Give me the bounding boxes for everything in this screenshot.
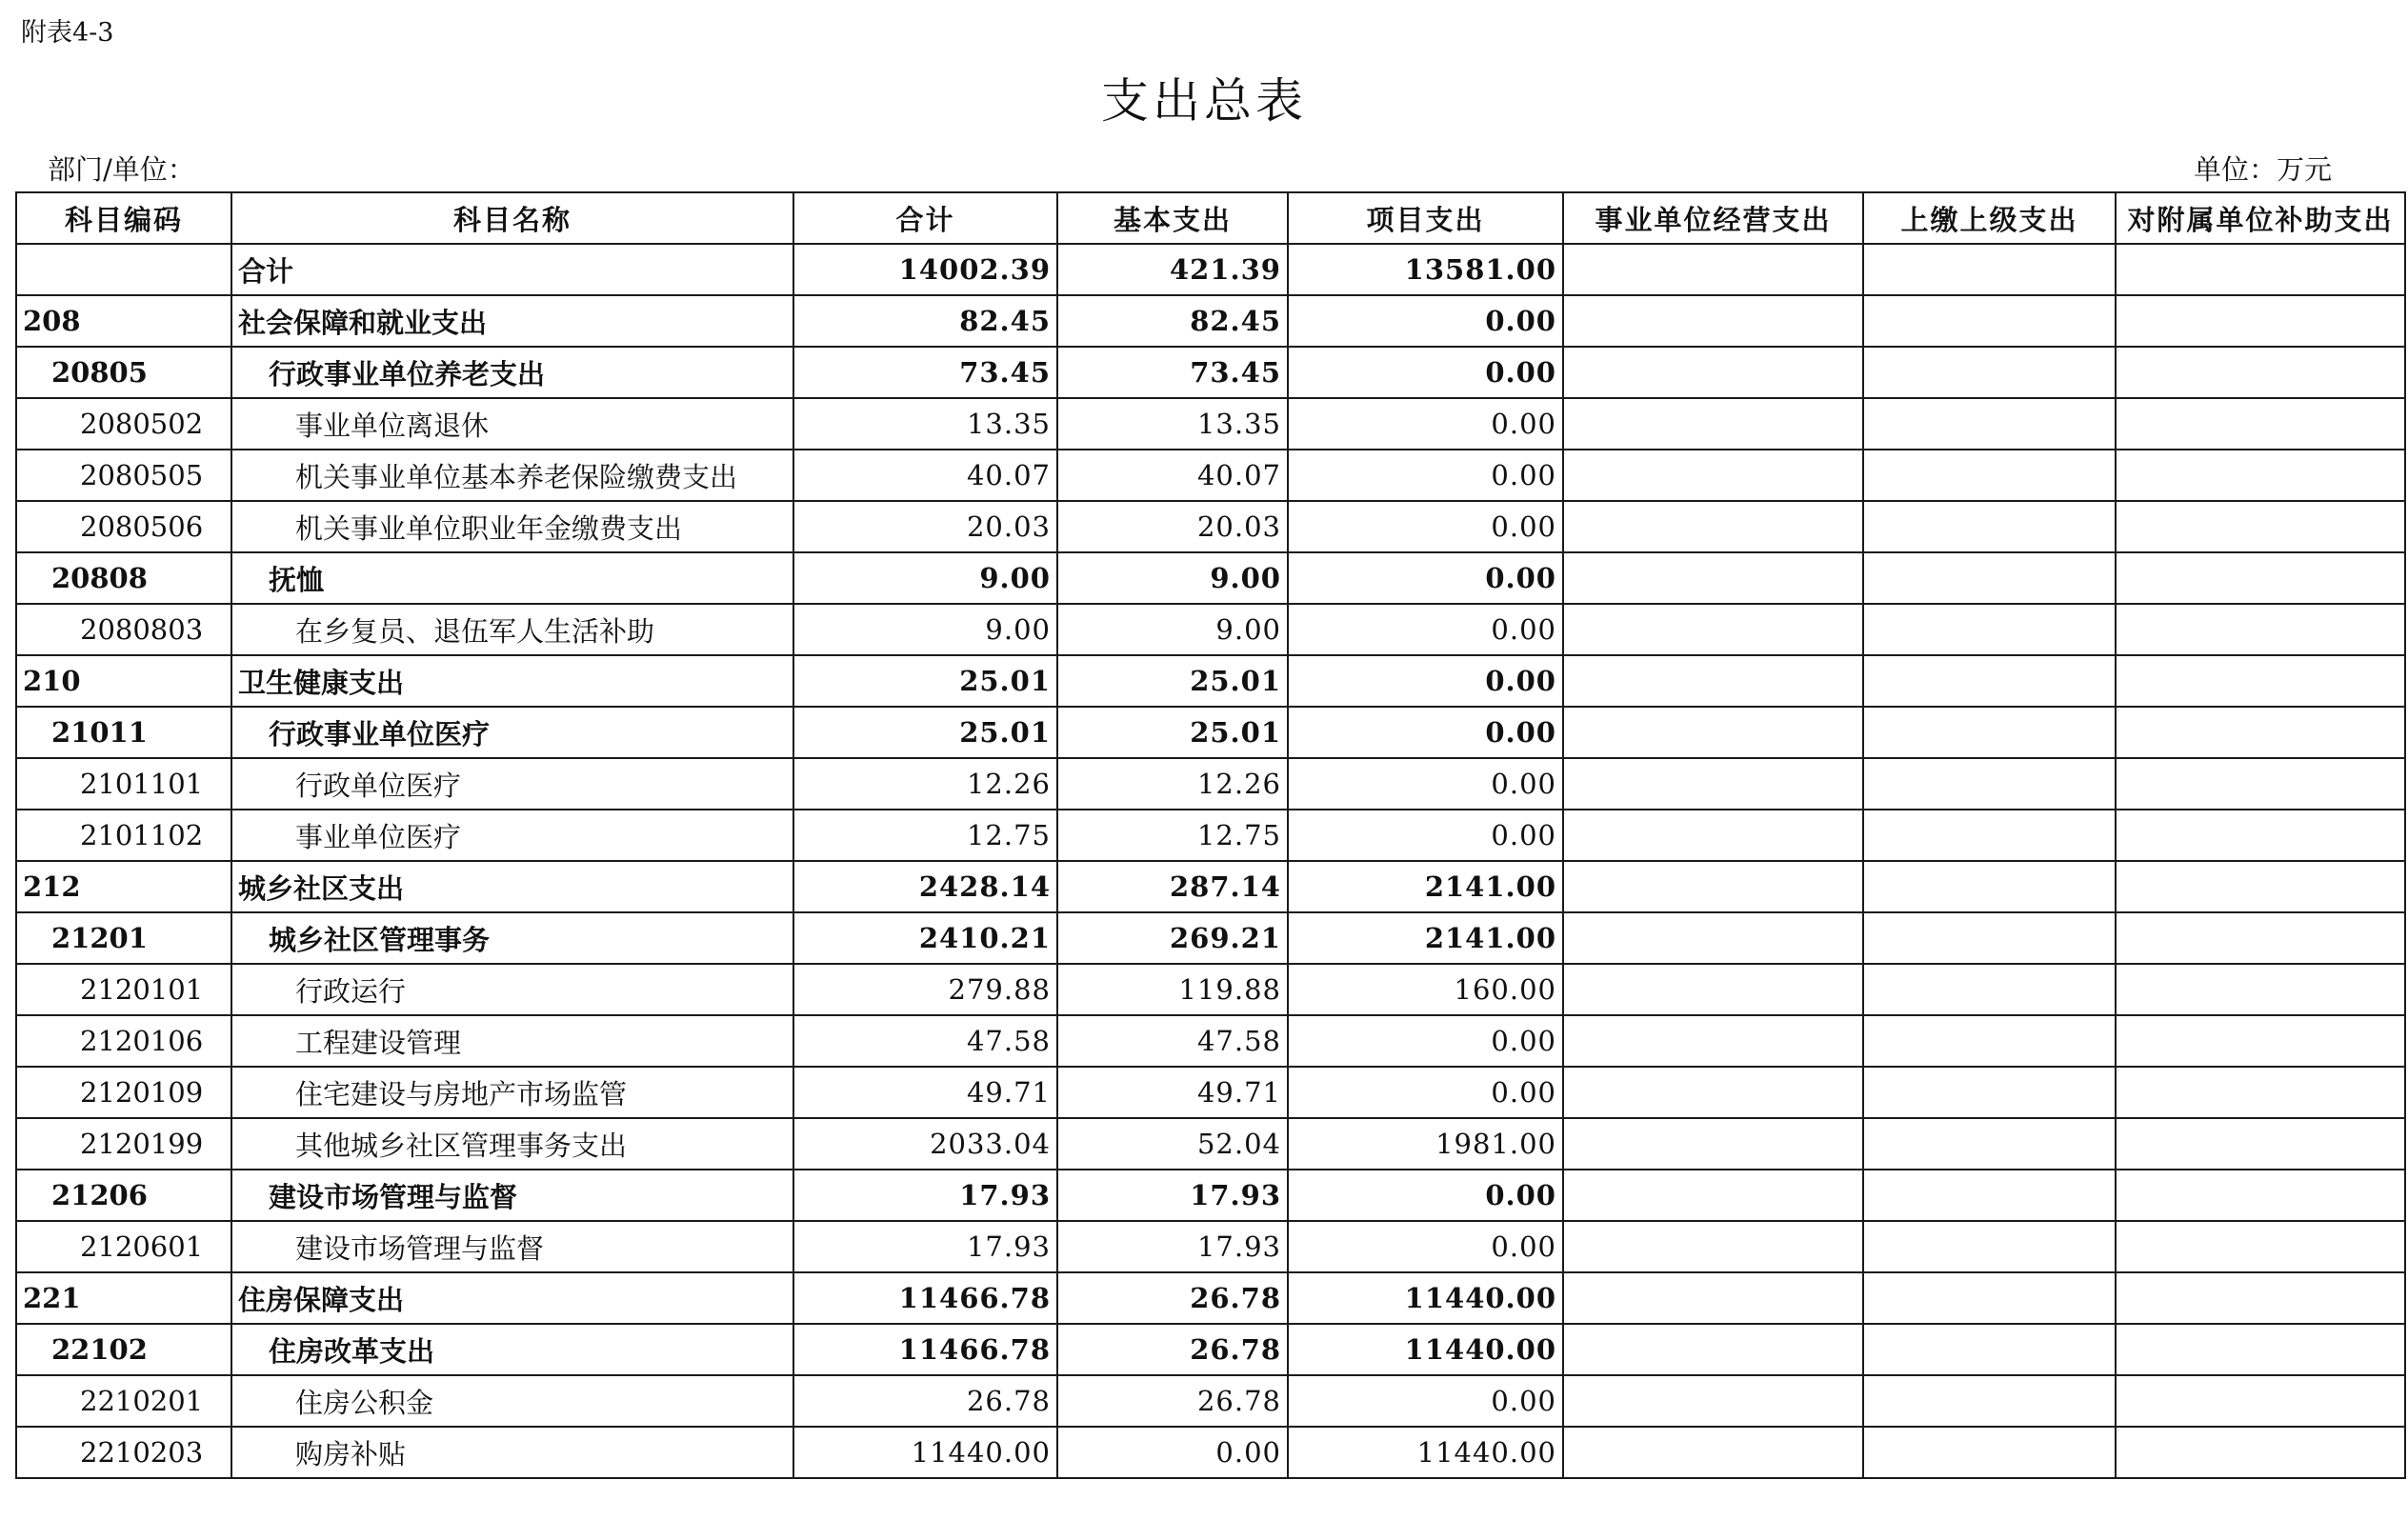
row-project-cell: 160.00	[1288, 964, 1563, 1015]
row-project-cell: 0.00	[1288, 398, 1563, 450]
row-project-cell: 2141.00	[1288, 912, 1563, 964]
row-subsidy-cell	[2116, 655, 2405, 707]
row-upper-cell	[1863, 552, 2116, 604]
row-project-cell: 0.00	[1288, 1170, 1563, 1221]
row-name-cell: 社会保障和就业支出	[231, 295, 793, 347]
row-total-cell: 2033.04	[793, 1118, 1057, 1170]
row-business-cell	[1563, 1272, 1863, 1324]
row-code-cell: 21201	[16, 912, 231, 964]
row-business-cell	[1563, 244, 1863, 295]
row-business-cell	[1563, 295, 1863, 347]
row-upper-cell	[1863, 655, 2116, 707]
table-row	[16, 655, 2405, 707]
row-name-cell: 在乡复员、退伍军人生活补助	[231, 604, 793, 655]
row-project-cell: 0.00	[1288, 1221, 1563, 1272]
row-business-cell	[1563, 655, 1863, 707]
row-upper-cell	[1863, 1375, 2116, 1427]
row-subsidy-cell	[2116, 810, 2405, 861]
row-code-cell: 210	[16, 655, 231, 707]
row-total-cell: 13.35	[793, 398, 1057, 450]
row-subsidy-cell	[2116, 1015, 2405, 1067]
row-business-cell	[1563, 1170, 1863, 1221]
row-subsidy-cell	[2116, 1272, 2405, 1324]
row-project-cell: 0.00	[1288, 655, 1563, 707]
row-business-cell	[1563, 758, 1863, 810]
row-basic-cell: 25.01	[1057, 655, 1288, 707]
row-subsidy-cell	[2116, 295, 2405, 347]
table-body	[16, 244, 2405, 1478]
department-label: 部门/单位：	[48, 153, 195, 186]
row-business-cell	[1563, 501, 1863, 552]
row-project-cell: 0.00	[1288, 604, 1563, 655]
row-upper-cell	[1863, 810, 2116, 861]
row-upper-cell	[1863, 912, 2116, 964]
row-business-cell	[1563, 552, 1863, 604]
page-title: 支出总表	[1101, 73, 1307, 129]
row-project-cell: 0.00	[1288, 450, 1563, 501]
table-row	[16, 450, 2405, 501]
row-business-cell	[1563, 347, 1863, 398]
table-row	[16, 1170, 2405, 1221]
row-subsidy-cell	[2116, 398, 2405, 450]
row-business-cell	[1563, 1427, 1863, 1478]
row-subsidy-cell	[2116, 912, 2405, 964]
appendix-label: 附表4-3	[21, 18, 114, 48]
row-total-cell: 17.93	[793, 1170, 1057, 1221]
row-upper-cell	[1863, 1067, 2116, 1118]
row-name-cell: 行政运行	[231, 964, 793, 1015]
row-name-cell: 合计	[231, 244, 793, 295]
row-total-cell: 9.00	[793, 552, 1057, 604]
row-total-cell: 279.88	[793, 964, 1057, 1015]
row-business-cell	[1563, 861, 1863, 912]
row-upper-cell	[1863, 1221, 2116, 1272]
row-business-cell	[1563, 707, 1863, 758]
row-total-cell: 17.93	[793, 1221, 1057, 1272]
table-row	[16, 964, 2405, 1015]
table-row	[16, 1272, 2405, 1324]
row-code-cell: 2080502	[16, 398, 231, 450]
row-project-cell: 0.00	[1288, 1015, 1563, 1067]
row-total-cell: 11466.78	[793, 1324, 1057, 1375]
row-business-cell	[1563, 1221, 1863, 1272]
row-name-cell: 事业单位医疗	[231, 810, 793, 861]
row-name-cell: 住房保障支出	[231, 1272, 793, 1324]
row-code-cell: 2120106	[16, 1015, 231, 1067]
table-row	[16, 1324, 2405, 1375]
row-basic-cell: 269.21	[1057, 912, 1288, 964]
row-basic-cell: 40.07	[1057, 450, 1288, 501]
row-business-cell	[1563, 1324, 1863, 1375]
table-header-row	[16, 192, 2405, 244]
row-upper-cell	[1863, 244, 2116, 295]
row-basic-cell: 287.14	[1057, 861, 1288, 912]
row-project-cell: 2141.00	[1288, 861, 1563, 912]
row-name-cell: 抚恤	[231, 552, 793, 604]
column-header-business: 事业单位经营支出	[1563, 192, 1863, 244]
row-basic-cell: 26.78	[1057, 1272, 1288, 1324]
row-business-cell	[1563, 1015, 1863, 1067]
row-basic-cell: 0.00	[1057, 1427, 1288, 1478]
row-subsidy-cell	[2116, 1170, 2405, 1221]
row-code-cell	[16, 244, 231, 295]
row-total-cell: 73.45	[793, 347, 1057, 398]
table-row	[16, 1375, 2405, 1427]
row-project-cell: 11440.00	[1288, 1272, 1563, 1324]
row-name-cell: 住宅建设与房地产市场监管	[231, 1067, 793, 1118]
row-code-cell: 221	[16, 1272, 231, 1324]
row-code-cell: 2101101	[16, 758, 231, 810]
row-name-cell: 购房补贴	[231, 1427, 793, 1478]
row-basic-cell: 26.78	[1057, 1324, 1288, 1375]
row-subsidy-cell	[2116, 758, 2405, 810]
row-subsidy-cell	[2116, 244, 2405, 295]
row-project-cell: 1981.00	[1288, 1118, 1563, 1170]
unit-label: 单位：万元	[2193, 153, 2332, 186]
row-upper-cell	[1863, 1427, 2116, 1478]
row-upper-cell	[1863, 964, 2116, 1015]
row-basic-cell: 26.78	[1057, 1375, 1288, 1427]
row-code-cell: 2080803	[16, 604, 231, 655]
row-name-cell: 城乡社区支出	[231, 861, 793, 912]
row-name-cell: 建设市场管理与监督	[231, 1170, 793, 1221]
row-basic-cell: 17.93	[1057, 1170, 1288, 1221]
row-code-cell: 2210201	[16, 1375, 231, 1427]
row-project-cell: 0.00	[1288, 810, 1563, 861]
table-row	[16, 398, 2405, 450]
row-business-cell	[1563, 1118, 1863, 1170]
row-project-cell: 0.00	[1288, 758, 1563, 810]
row-subsidy-cell	[2116, 1221, 2405, 1272]
row-upper-cell	[1863, 1272, 2116, 1324]
row-upper-cell	[1863, 1324, 2116, 1375]
row-subsidy-cell	[2116, 501, 2405, 552]
row-name-cell: 行政事业单位养老支出	[231, 347, 793, 398]
row-basic-cell: 82.45	[1057, 295, 1288, 347]
row-total-cell: 11466.78	[793, 1272, 1057, 1324]
row-code-cell: 208	[16, 295, 231, 347]
row-business-cell	[1563, 810, 1863, 861]
table-row	[16, 861, 2405, 912]
row-business-cell	[1563, 912, 1863, 964]
row-name-cell: 住房公积金	[231, 1375, 793, 1427]
row-code-cell: 20808	[16, 552, 231, 604]
row-total-cell: 12.26	[793, 758, 1057, 810]
row-project-cell: 0.00	[1288, 552, 1563, 604]
row-total-cell: 25.01	[793, 655, 1057, 707]
row-business-cell	[1563, 450, 1863, 501]
row-basic-cell: 12.75	[1057, 810, 1288, 861]
row-code-cell: 2120101	[16, 964, 231, 1015]
row-code-cell: 22102	[16, 1324, 231, 1375]
table-row	[16, 1015, 2405, 1067]
row-basic-cell: 119.88	[1057, 964, 1288, 1015]
row-project-cell: 13581.00	[1288, 244, 1563, 295]
row-total-cell: 47.58	[793, 1015, 1057, 1067]
row-basic-cell: 20.03	[1057, 501, 1288, 552]
row-subsidy-cell	[2116, 1427, 2405, 1478]
row-subsidy-cell	[2116, 347, 2405, 398]
row-subsidy-cell	[2116, 1118, 2405, 1170]
column-header-subsidy: 对附属单位补助支出	[2116, 192, 2405, 244]
row-basic-cell: 47.58	[1057, 1015, 1288, 1067]
table-row	[16, 604, 2405, 655]
table-row	[16, 295, 2405, 347]
row-upper-cell	[1863, 398, 2116, 450]
row-total-cell: 12.75	[793, 810, 1057, 861]
row-name-cell: 卫生健康支出	[231, 655, 793, 707]
row-project-cell: 0.00	[1288, 707, 1563, 758]
row-subsidy-cell	[2116, 604, 2405, 655]
row-upper-cell	[1863, 295, 2116, 347]
row-subsidy-cell	[2116, 1324, 2405, 1375]
row-basic-cell: 49.71	[1057, 1067, 1288, 1118]
row-upper-cell	[1863, 450, 2116, 501]
row-name-cell: 机关事业单位基本养老保险缴费支出	[231, 450, 793, 501]
row-code-cell: 2120199	[16, 1118, 231, 1170]
table-row	[16, 1067, 2405, 1118]
table-row	[16, 912, 2405, 964]
table-row	[16, 1118, 2405, 1170]
row-upper-cell	[1863, 707, 2116, 758]
row-code-cell: 2080506	[16, 501, 231, 552]
row-total-cell: 11440.00	[793, 1427, 1057, 1478]
row-total-cell: 14002.39	[793, 244, 1057, 295]
row-project-cell: 0.00	[1288, 501, 1563, 552]
row-code-cell: 20805	[16, 347, 231, 398]
row-name-cell: 行政事业单位医疗	[231, 707, 793, 758]
row-total-cell: 9.00	[793, 604, 1057, 655]
row-upper-cell	[1863, 758, 2116, 810]
row-total-cell: 82.45	[793, 295, 1057, 347]
row-subsidy-cell	[2116, 707, 2405, 758]
column-header-upper: 上缴上级支出	[1863, 192, 2116, 244]
row-subsidy-cell	[2116, 552, 2405, 604]
row-total-cell: 2410.21	[793, 912, 1057, 964]
row-subsidy-cell	[2116, 861, 2405, 912]
column-header-code: 科目编码	[16, 192, 231, 244]
row-total-cell: 25.01	[793, 707, 1057, 758]
row-subsidy-cell	[2116, 964, 2405, 1015]
row-basic-cell: 25.01	[1057, 707, 1288, 758]
row-name-cell: 机关事业单位职业年金缴费支出	[231, 501, 793, 552]
row-project-cell: 0.00	[1288, 1375, 1563, 1427]
table-row	[16, 501, 2405, 552]
row-upper-cell	[1863, 1170, 2116, 1221]
table-row	[16, 810, 2405, 861]
row-code-cell: 2101102	[16, 810, 231, 861]
row-subsidy-cell	[2116, 450, 2405, 501]
row-total-cell: 40.07	[793, 450, 1057, 501]
row-total-cell: 20.03	[793, 501, 1057, 552]
expenditure-table	[15, 191, 2406, 1479]
row-upper-cell	[1863, 604, 2116, 655]
row-project-cell: 0.00	[1288, 1067, 1563, 1118]
row-upper-cell	[1863, 861, 2116, 912]
row-basic-cell: 13.35	[1057, 398, 1288, 450]
row-code-cell: 21206	[16, 1170, 231, 1221]
row-total-cell: 26.78	[793, 1375, 1057, 1427]
row-business-cell	[1563, 964, 1863, 1015]
row-name-cell: 行政单位医疗	[231, 758, 793, 810]
row-project-cell: 0.00	[1288, 295, 1563, 347]
column-header-total: 合计	[793, 192, 1057, 244]
row-business-cell	[1563, 1375, 1863, 1427]
row-basic-cell: 73.45	[1057, 347, 1288, 398]
row-business-cell	[1563, 398, 1863, 450]
row-total-cell: 2428.14	[793, 861, 1057, 912]
row-name-cell: 住房改革支出	[231, 1324, 793, 1375]
column-header-name: 科目名称	[231, 192, 793, 244]
row-code-cell: 2210203	[16, 1427, 231, 1478]
row-basic-cell: 421.39	[1057, 244, 1288, 295]
row-upper-cell	[1863, 501, 2116, 552]
row-business-cell	[1563, 1067, 1863, 1118]
table-row	[16, 1221, 2405, 1272]
column-header-basic: 基本支出	[1057, 192, 1288, 244]
table-row	[16, 758, 2405, 810]
row-basic-cell: 9.00	[1057, 552, 1288, 604]
row-name-cell: 其他城乡社区管理事务支出	[231, 1118, 793, 1170]
table-row	[16, 347, 2405, 398]
row-name-cell: 建设市场管理与监督	[231, 1221, 793, 1272]
row-code-cell: 2120601	[16, 1221, 231, 1272]
row-code-cell: 2080505	[16, 450, 231, 501]
row-name-cell: 城乡社区管理事务	[231, 912, 793, 964]
row-upper-cell	[1863, 1015, 2116, 1067]
table-row	[16, 552, 2405, 604]
row-code-cell: 21011	[16, 707, 231, 758]
table-row	[16, 1427, 2405, 1478]
row-upper-cell	[1863, 1118, 2116, 1170]
row-upper-cell	[1863, 347, 2116, 398]
row-name-cell: 事业单位离退休	[231, 398, 793, 450]
row-basic-cell: 9.00	[1057, 604, 1288, 655]
row-business-cell	[1563, 604, 1863, 655]
row-subsidy-cell	[2116, 1375, 2405, 1427]
table-row	[16, 707, 2405, 758]
row-basic-cell: 12.26	[1057, 758, 1288, 810]
row-code-cell: 212	[16, 861, 231, 912]
row-total-cell: 49.71	[793, 1067, 1057, 1118]
row-project-cell: 11440.00	[1288, 1427, 1563, 1478]
row-project-cell: 0.00	[1288, 347, 1563, 398]
row-subsidy-cell	[2116, 1067, 2405, 1118]
table-row	[16, 244, 2405, 295]
row-code-cell: 2120109	[16, 1067, 231, 1118]
row-basic-cell: 17.93	[1057, 1221, 1288, 1272]
row-basic-cell: 52.04	[1057, 1118, 1288, 1170]
row-project-cell: 11440.00	[1288, 1324, 1563, 1375]
column-header-project: 项目支出	[1288, 192, 1563, 244]
row-name-cell: 工程建设管理	[231, 1015, 793, 1067]
